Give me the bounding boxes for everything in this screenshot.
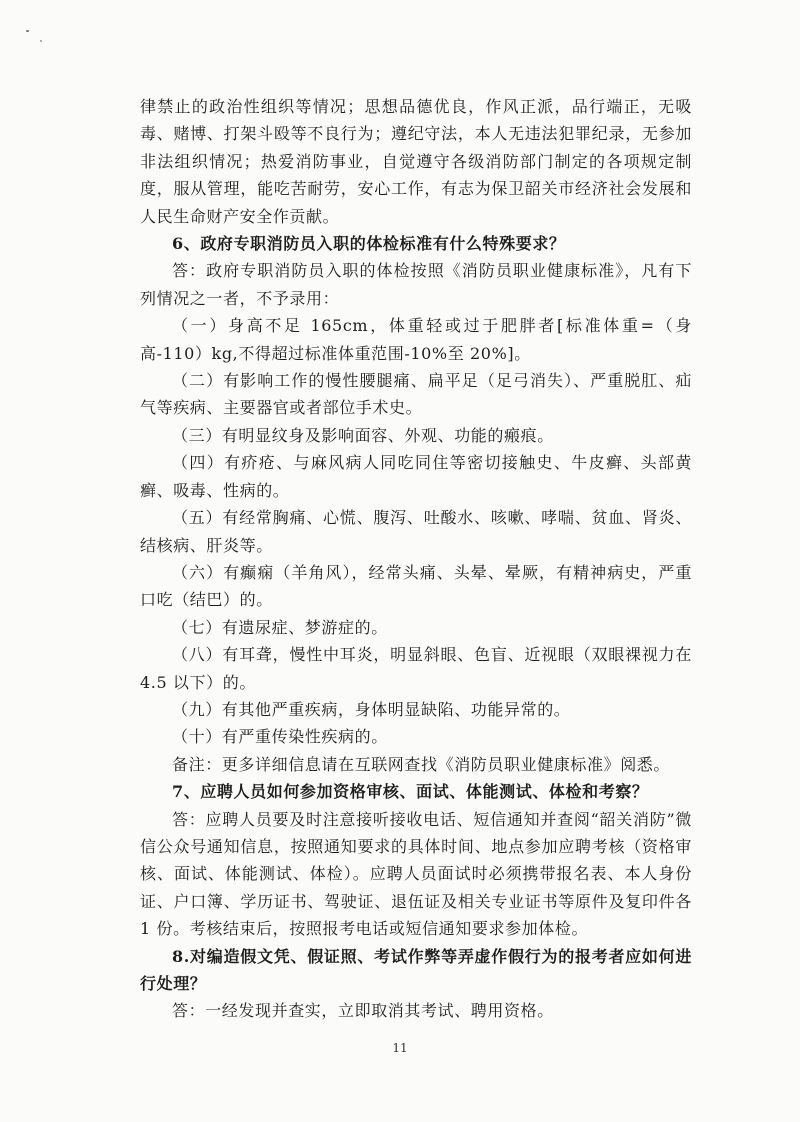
paragraph: 备注：更多详细信息请在互联网查找《消防员职业健康标准》阅悉。 [172,754,671,774]
paragraph: 答：政府专职消防员入职的体检按照《消防员职业健康标准》，凡有下列情况之一者，不予录用： [140,261,692,308]
paragraph: （五）有经常胸痛、心慌、腹泻、吐酸水、咳嗽、哮喘、贫血、肾炎、结核病、肝炎等。 [140,508,692,555]
paragraph: 律禁止的政治性组织等情况；思想品德优良，作风正派，品行端正，无吸毒、赌博、打架斗殴等不良行为；遵纪守法，本人无违法犯罪纪录，无参加非法组织情况；热爱消防事业，自觉遵守各级消防部门制定的各项规定制度，服从管理，能吃苦耐劳，安心工作，有志为保卫韶关市经济社会发展和人民生命财产安全作贡献。 [140,97,692,226]
scan-speck [26,30,29,32]
paragraph: （八）有耳聋，慢性中耳炎，明显斜眼、色盲、近视眼（双眼裸视力在 4.5 以下）的。 [140,645,692,692]
question-heading: 6、政府专职消防员入职的体检标准有什么特殊要求？ [172,234,566,254]
question-heading: 8.对编造假文凭、假证照、考试作弊等弄虚作假行为的报考者应如何进行处理？ [140,946,692,993]
scan-speck [40,40,42,42]
paragraph: （十）有严重传染性疾病的。 [172,727,388,747]
paragraph: （三）有明显纹身及影响面容、外观、功能的瘢痕。 [172,425,554,445]
page-number: 11 [392,1041,408,1055]
paragraph: （一）身高不足 165cm，体重轻或过于肥胖者[标准体重=（身高-110）kg,不得超过标准体重范围-10%至 20%]。 [140,316,692,363]
paragraph: （四）有疥疮、与麻风病人同吃同住等密切接触史、牛皮癣、头部黄癣、吸毒、性病的。 [140,453,692,500]
paragraph: （六）有癫痫（羊角风），经常头痛、头晕、晕厥，有精神病史，严重口吃（结巴）的。 [140,562,692,610]
paragraph: （七）有遗尿症、梦游症的。 [172,617,388,637]
paragraph: 答：一经发现并查实，立即取消其考试、聘用资格。 [172,1001,554,1021]
document-body [140,93,692,1025]
paragraph: （二）有影响工作的慢性腰腿痛、扁平足（足弓消失）、严重脱肛、疝气等疾病、主要器官或者部位手术史。 [140,371,692,418]
question-heading: 7、应聘人员如何参加资格审核、面试、体能测试、体检和考察？ [172,782,649,802]
paragraph: 答：应聘人员要及时注意接听接收电话、短信通知并查阅“韶关消防”微信公众号通知信息，按照通知要求的具体时间、地点参加应聘考核（资格审核、面试、体能测试、体检）。应聘人员面试时必须携带报名表、本人身份证、户口簿、学历证书、驾驶证、退伍证及相关专业证书等原件及复印件各 1 份。考核结束后，按照报考电话或短信通知要求参加体检。 [140,809,692,939]
paragraph: （九）有其他严重疾病，身体明显缺陷、功能异常的。 [172,699,571,719]
